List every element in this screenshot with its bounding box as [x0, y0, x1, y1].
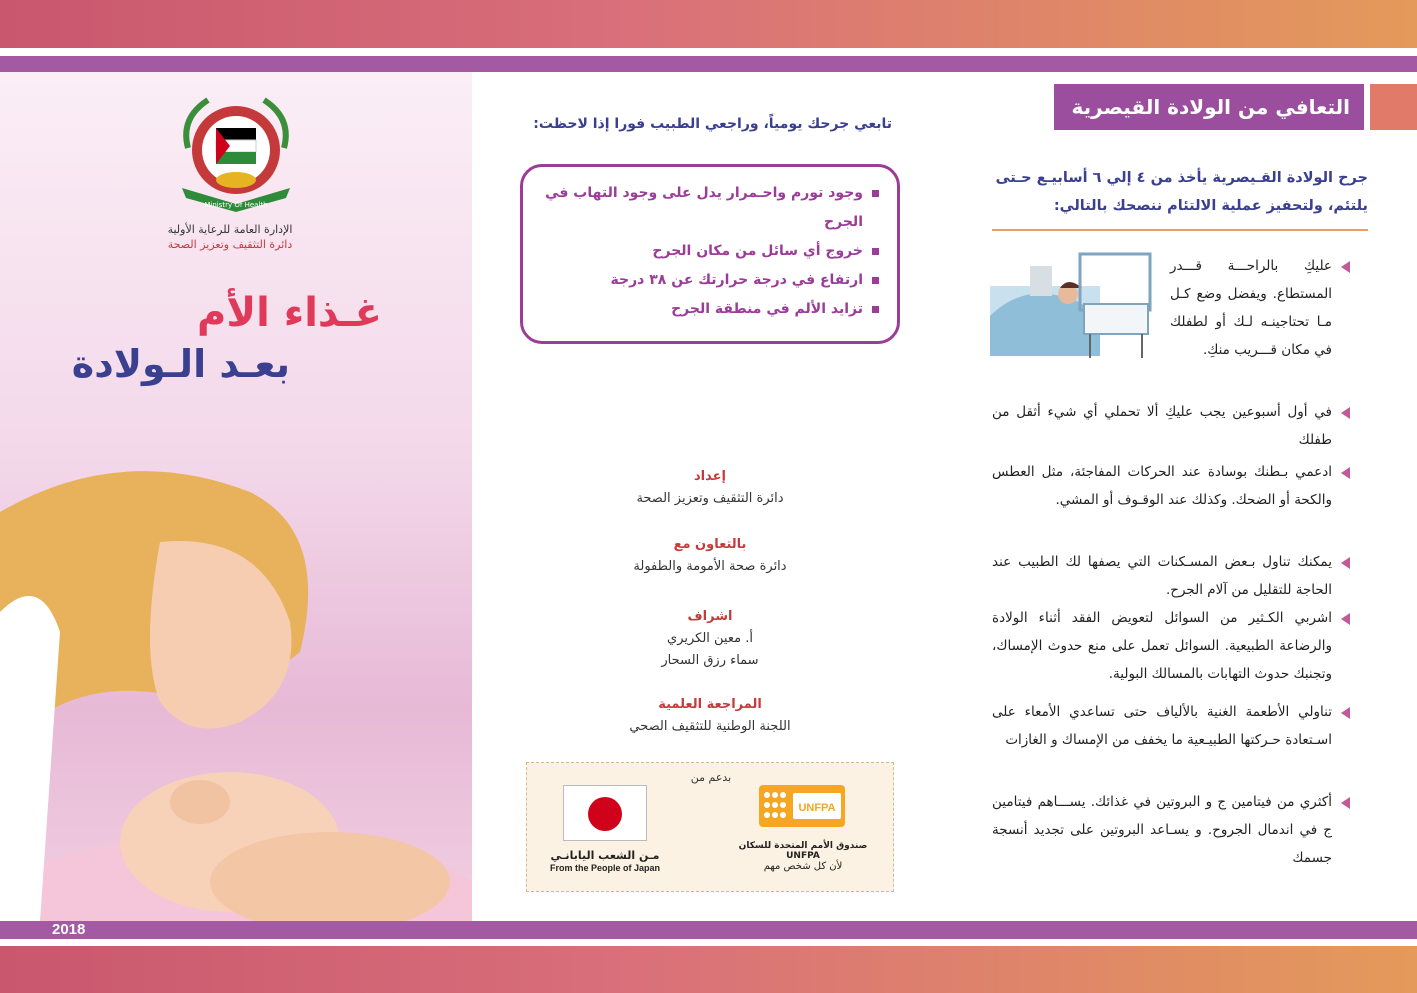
credit-label: اشراف	[687, 609, 733, 624]
mother-baby-photo	[0, 452, 472, 921]
logo-caption: Ministry Of Health	[204, 201, 268, 209]
credit-prepared	[560, 466, 860, 510]
publication-year: 2018	[52, 921, 86, 938]
tip-item: عليكِ بالراحـــة قـــدر المستطاع. ويفضل وضع كـل مـا تحتاجينـه لـك أو لطفلك في مكان قـــريب منكِ.	[1170, 252, 1350, 364]
japan-caption-en: From the People of Japan	[549, 863, 661, 873]
section-title: التعافي من الولادة القيصرية	[1054, 84, 1364, 130]
warning-item: تزايد الألم في منطقة الجرح	[541, 295, 879, 324]
credit-supervision	[560, 606, 860, 672]
unfpa-tagline: لأن كل شخص مهم	[763, 861, 843, 872]
credit-review	[560, 694, 860, 738]
wound-heading: تابعي جرحك يومياً، وراجعي الطبيب فورا إذا لاحظت:	[533, 116, 892, 132]
bottom-band-line	[0, 921, 1417, 939]
cover-title-line-1: غـذاء الأم	[197, 290, 382, 336]
tip-item: أكثري من فيتامين ج و البروتين في غذائك. يســـاهم فيتامين ج في اندمال الجروح. و يسـاعد البروتين على تجديد أنسجة جسمك	[992, 788, 1350, 872]
tip-item: ادعمي بـطنك بوسادة عند الحركات المفاجئة، مثل العطس والكحة أو الضحك. وكذلك عند الوقـوف أو المشي.	[992, 458, 1350, 514]
unfpa-caption: صندوق الأمم المتحدة للسكان UNFPA	[738, 841, 868, 861]
credit-label: المراجعة العلمية	[658, 697, 762, 712]
support-title: بدعم من	[690, 771, 732, 784]
credit-value: أ. معين الكريري	[667, 631, 753, 646]
warning-item: وجود تورم واحـمرار يدل على وجود التهاب في الجرح	[541, 179, 879, 237]
credit-value: اللجنة الوطنية للتثقيف الصحي	[629, 719, 791, 734]
cover-panel	[0, 72, 472, 921]
ministry-logo-icon	[168, 88, 304, 218]
tip-item: يمكنك تناول بـعض المسـكنات التي يصفها لك الطبيب عند الحاجة للتقليل من آلام الجرح.	[992, 548, 1350, 604]
credit-label: إعداد	[694, 469, 726, 484]
intro-divider	[992, 229, 1368, 231]
warning-box	[520, 164, 900, 344]
section-title-tab	[1370, 84, 1417, 130]
ministry-name	[150, 222, 310, 252]
ministry-line-2: دائرة التثقيف وتعزيز الصحة	[167, 238, 293, 251]
credit-value: دائرة صحة الأمومة والطفولة	[633, 559, 787, 574]
japan-flag-icon	[563, 785, 647, 841]
top-band-line	[0, 56, 1417, 72]
top-band	[0, 0, 1417, 48]
warning-item: خروج أي سائل من مكان الجرح	[541, 237, 879, 266]
credit-cooperation	[560, 534, 860, 578]
bottom-band	[0, 946, 1417, 993]
credit-label: بالتعاون مع	[673, 537, 747, 552]
tip-item: تناولي الأطعمة الغنية بالألياف حتى تساعدي الأمعاء على اسـتعادة حـركتها الطبيـعية ما يخفف من الإمساك و الغازات	[992, 698, 1350, 754]
ministry-line-1: الإدارة العامة للرعاية الأولية	[167, 223, 293, 236]
support-box	[526, 762, 894, 892]
tip-item: اشربي الكـثير من السوائل لتعويض الفقد أثناء الولادة والرضاعة الطبيعية. السوائل تعمل على منع حدوث الإمساك، وتجنبك حدوث التهابات بالمسالك البولية.	[992, 604, 1350, 688]
hospital-bed-illustration	[990, 246, 1162, 364]
unfpa-logo-icon	[759, 785, 845, 827]
intro-text: جرح الولادة القـيصرية يأخذ من ٤ إلي ٦ أسابيـع حـتى يلتئم، ولتحفيز عملية الالتئام ننصحك بالتالي:	[995, 170, 1368, 214]
credit-value: سماء رزق السحار	[661, 653, 759, 668]
unfpa-logo-text: UNFPA	[798, 802, 836, 814]
tip-item: في أول أسبوعين يجب عليكِ ألا تحملي أي شيء أثقل من طفلك	[992, 398, 1350, 454]
credit-value: دائرة التثقيف وتعزيز الصحة	[636, 491, 784, 506]
warning-item: ارتفاع في درجة حرارتك عن ٣٨ درجة	[541, 266, 879, 295]
cover-title-line-2: بعـد الـولادة	[71, 342, 290, 386]
japan-caption-ar: مـن الشعب اليابانـي	[550, 849, 660, 862]
